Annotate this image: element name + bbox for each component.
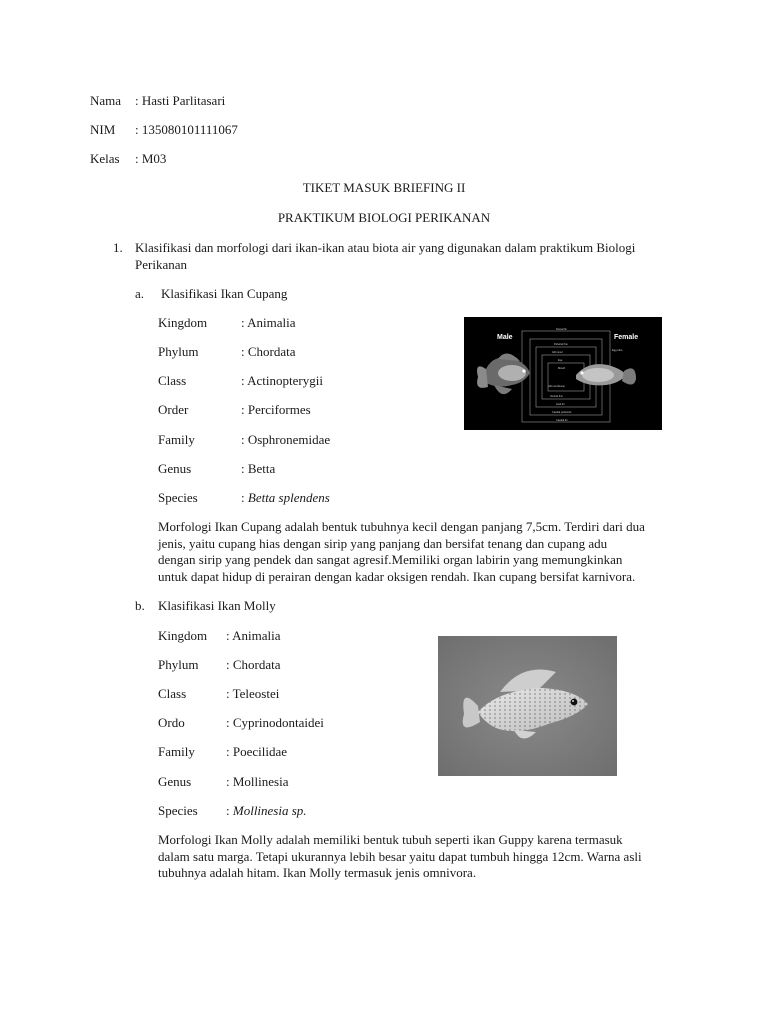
classification-value xyxy=(226,803,307,819)
classification-value: : Osphronemidae xyxy=(241,432,331,447)
classification-label: Kingdom xyxy=(158,628,208,643)
svg-text:Pelvical fins: Pelvical fins xyxy=(554,343,568,346)
section-b-heading: Klasifikasi Ikan Molly xyxy=(158,598,276,613)
section-b-marker: b. xyxy=(135,598,145,613)
image-female-label: Female xyxy=(614,334,639,341)
paragraph-line: Morfologi Ikan Molly adalah memiliki bentuk tubuh seperti ikan Guppy karena termasuk xyxy=(158,832,623,847)
classification-label: Family xyxy=(158,744,195,759)
classification-value: : Betta xyxy=(241,461,276,476)
classification-label: Class xyxy=(158,686,187,701)
section-a-marker: a. xyxy=(135,286,145,301)
betta-fish-image xyxy=(464,317,662,430)
classification-label: Genus xyxy=(158,774,192,789)
classification-label: Ordo xyxy=(158,715,185,730)
classification-value: : Teleostei xyxy=(226,686,280,701)
classification-value: : Chordata xyxy=(241,344,296,359)
classification-label: Class xyxy=(158,373,187,388)
species-prefix: : xyxy=(226,803,233,818)
classification-label: Phylum xyxy=(158,657,199,672)
classification-value: : Animalia xyxy=(241,315,296,330)
classification-value: : Chordata xyxy=(226,657,281,672)
species-name: Betta splendens xyxy=(247,490,330,505)
classification-value: : Mollinesia xyxy=(226,774,289,789)
paragraph-line: dengan sirip yang pendek dan sangat agresif.Memiliki organ labirin yang memungkinkan xyxy=(158,552,623,567)
classification-label: Species xyxy=(158,803,198,818)
image-male-label: Male xyxy=(497,334,513,341)
classification-label: Genus xyxy=(158,461,192,476)
svg-text:Egg tube: Egg tube xyxy=(612,349,623,352)
classification-label: Kingdom xyxy=(158,315,208,330)
document-subtitle: PRAKTIKUM BIOLOGI PERIKANAN xyxy=(277,210,491,225)
classification-value: : Poecilidae xyxy=(226,744,288,759)
classification-value: : Animalia xyxy=(226,628,281,643)
paragraph-line: untuk dapat hidup di perairan dengan kadar oksigen rendah. Ikan cupang bersifat karnivora. xyxy=(158,569,636,584)
question-number: 1. xyxy=(113,240,123,255)
paragraph-line: Morfologi Ikan Cupang adalah bentuk tubuhnya kecil dengan panjang 7,5cm. Terdiri dari dua xyxy=(158,519,645,534)
nim-value: : 135080101111067 xyxy=(135,122,238,137)
paragraph-line: dalam satu marga. Tetapi ukurannya lebih besar yaitu dapat tumbuh hingga 12cm. Warna asli xyxy=(158,849,642,864)
section-a-heading: Klasifikasi Ikan Cupang xyxy=(161,286,288,301)
classification-label: Species xyxy=(158,490,198,505)
nim-label: NIM xyxy=(90,122,116,137)
female-betta xyxy=(576,364,636,385)
document-title: TIKET MASUK BRIEFING II xyxy=(302,180,466,195)
species-name: Mollinesia sp. xyxy=(232,803,307,818)
svg-text:Mouth: Mouth xyxy=(558,367,566,370)
nama-label: Nama xyxy=(90,93,122,108)
svg-text:Caudal peduncle: Caudal peduncle xyxy=(552,411,572,414)
classification-value: : Actinopterygii xyxy=(241,373,323,388)
classification-value xyxy=(241,490,330,506)
classification-label: Order xyxy=(158,402,189,417)
classification-value: : Perciformes xyxy=(241,402,311,417)
nama-value: : Hasti Parlitasari xyxy=(135,93,226,108)
paragraph-line: tubuhnya adalah hitam. Ikan Molly termasuk jenis omnivora. xyxy=(158,865,477,880)
kelas-label: Kelas xyxy=(90,151,120,166)
classification-label: Family xyxy=(158,432,195,447)
svg-text:Gill membrane: Gill membrane xyxy=(548,385,565,388)
question-line-2: Perikanan xyxy=(135,257,187,272)
svg-text:Ventral fins: Ventral fins xyxy=(550,395,563,398)
kelas-value: : M03 xyxy=(135,151,167,166)
svg-text:Dorsal fin: Dorsal fin xyxy=(556,328,567,331)
question-line-1: Klasifikasi dan morfologi dari ikan-ikan atau biota air yang digunakan dalam praktikum Biologi xyxy=(135,240,636,255)
species-prefix: : xyxy=(241,490,248,505)
classification-label: Phylum xyxy=(158,344,199,359)
classification-value: : Cyprinodontaidei xyxy=(226,715,324,730)
svg-text:Anal fin: Anal fin xyxy=(556,403,565,406)
svg-text:Gill cover: Gill cover xyxy=(552,351,563,354)
molly-fish-image xyxy=(438,636,617,776)
paragraph-line: jenis, yaitu cupang hias dengan sirip yang panjang dan bersifat tenang dan cupang adu xyxy=(158,536,608,551)
svg-text:Eye: Eye xyxy=(558,359,563,362)
svg-text:Caudal fin: Caudal fin xyxy=(556,419,568,422)
